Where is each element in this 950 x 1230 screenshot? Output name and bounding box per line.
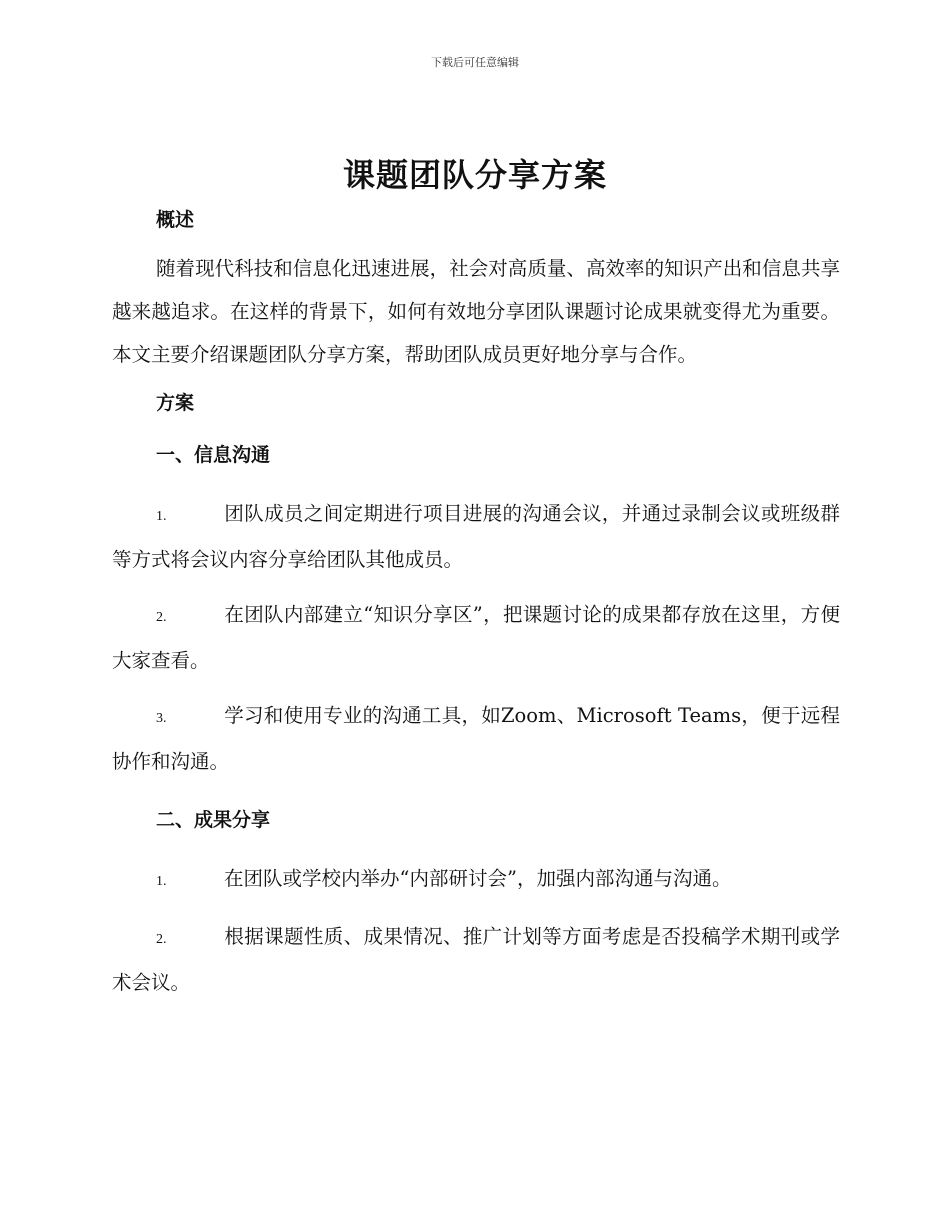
plan-heading: 方案 [156, 392, 195, 414]
item-text: 在团队或学校内举办“内部研讨会”，加强内部沟通与沟通。 [224, 867, 732, 890]
section1-item-3 [112, 694, 840, 783]
item-text: 团队成员之间定期进行项目进展的沟通会议，并通过录制会议或班级群等方式将会议内容分享给团队其他成员。 [112, 502, 840, 571]
header-note: 下载后可任意编辑 [431, 56, 519, 69]
item-number: 2. [156, 932, 167, 947]
item-number: 2. [156, 610, 167, 625]
item-text: 根据课题性质、成果情况、推广计划等方面考虑是否投稿学术期刊或学术会议。 [112, 925, 840, 994]
item-number: 1. [156, 874, 167, 889]
overview-paragraph: 随着现代科技和信息化迅速进展，社会对高质量、高效率的知识产出和信息共享越来越追求。在这样的背景下，如何有效地分享团队课题讨论成果就变得尤为重要。本文主要介绍课题团队分享方案，帮助团队成员更好地分享与合作。 [112, 257, 840, 366]
section2-item-1 [112, 857, 840, 903]
item-text: 在团队内部建立“知识分享区”，把课题讨论的成果都存放在这里，方便大家查看。 [112, 603, 840, 672]
document-body [112, 205, 840, 1004]
item-text: 学习和使用专业的沟通工具，如Zoom、Microsoft Teams，便于远程协作和沟通。 [112, 704, 840, 773]
item-number: 3. [156, 711, 167, 726]
section1-item-1 [112, 492, 840, 581]
section1-item-2 [112, 593, 840, 682]
item-number: 1. [156, 509, 167, 524]
overview-heading: 概述 [156, 209, 195, 231]
section2-heading: 二、成果分享 [156, 809, 271, 831]
section2-item-2 [112, 915, 840, 1004]
section1-heading: 一、信息沟通 [156, 444, 271, 466]
page-title: 课题团队分享方案 [342, 156, 607, 194]
